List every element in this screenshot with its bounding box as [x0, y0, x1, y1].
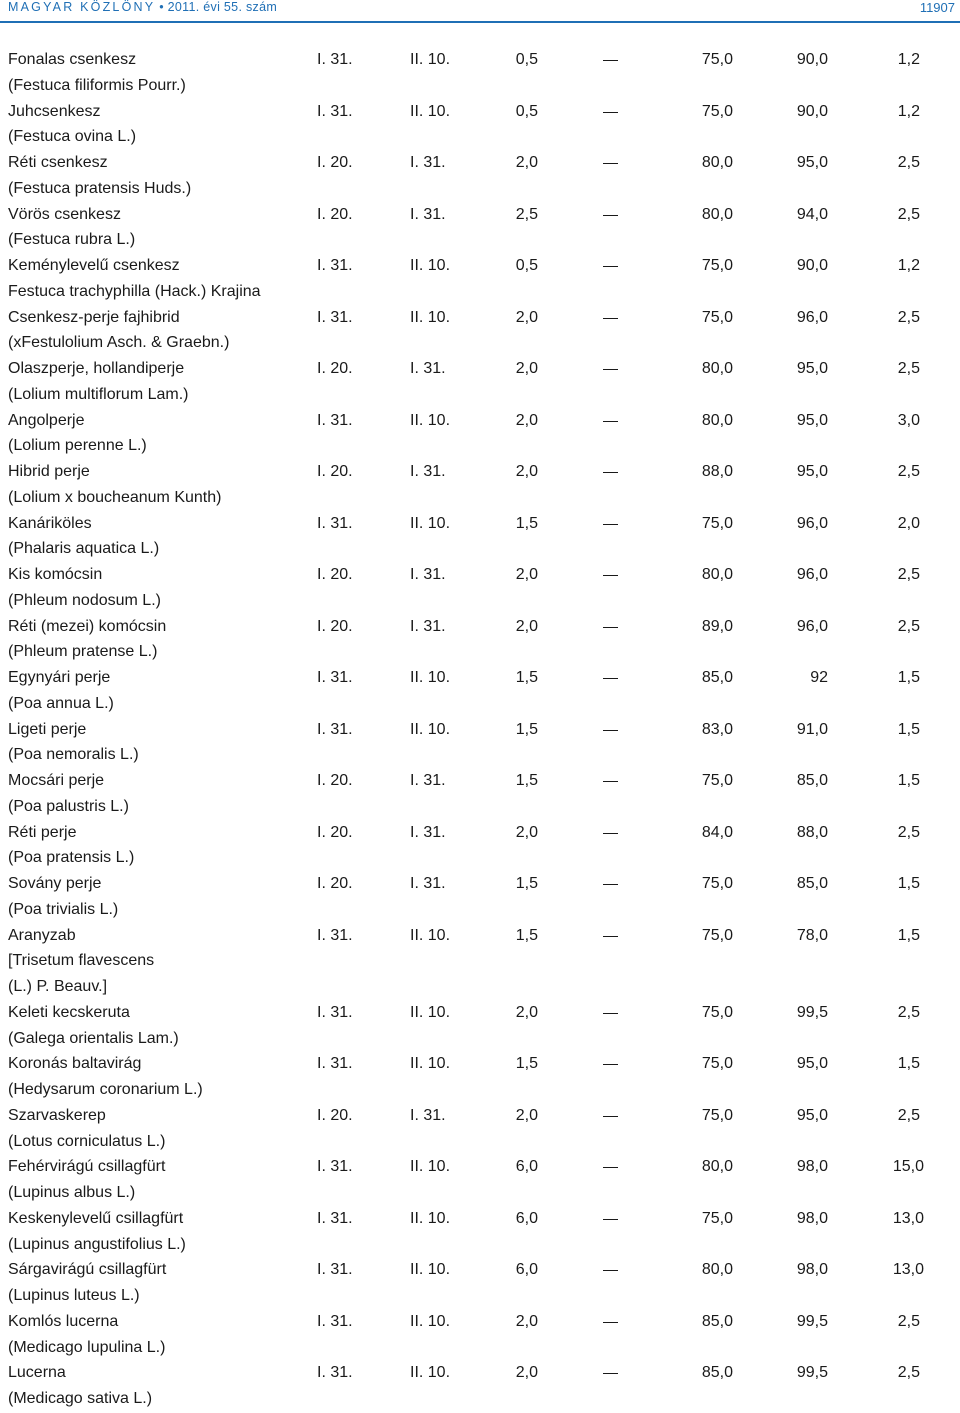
period-start: I. 20. — [317, 875, 353, 892]
value-5: 13,0 — [892, 1261, 924, 1279]
latin-name: (Poa pratensis L.) — [8, 849, 135, 867]
value-3: 89,0 — [701, 617, 733, 635]
latin-name: (Poa trivialis L.) — [8, 900, 119, 918]
species-name: Egynyári perje — [8, 669, 111, 686]
value-3: 75,0 — [701, 875, 733, 892]
period-end: II. 10. — [410, 1312, 451, 1330]
table-row — [0, 665, 960, 691]
value-4: 99,5 — [796, 1312, 828, 1330]
value-3: 80,0 — [701, 1261, 733, 1279]
latin-name-line — [0, 1026, 960, 1052]
period-end: I. 31. — [410, 205, 446, 223]
value-5: 2,5 — [897, 823, 920, 841]
table-row — [0, 99, 960, 125]
value-1: 6,0 — [515, 1158, 538, 1176]
value-4: 88,0 — [796, 823, 828, 841]
dash-empty-value — [603, 1219, 618, 1220]
period-end: II. 10. — [410, 1158, 451, 1176]
latin-name: (Festuca pratensis Huds.) — [8, 179, 192, 197]
value-3: 80,0 — [701, 360, 733, 377]
value-3: 85,0 — [701, 669, 733, 686]
dash-empty-value — [603, 627, 618, 628]
value-4: 95,0 — [796, 1055, 828, 1073]
table-row — [0, 408, 960, 434]
dash-empty-value — [603, 936, 618, 937]
latin-name: (Phleum pratense L.) — [8, 643, 158, 661]
table-row — [0, 202, 960, 228]
value-5: 13,0 — [892, 1209, 924, 1227]
latin-name: (Lupinus luteus L.) — [8, 1287, 140, 1304]
value-5: 1,5 — [897, 669, 920, 686]
value-5: 2,5 — [897, 617, 920, 635]
table-row — [0, 1257, 960, 1283]
value-1: 2,0 — [515, 411, 538, 429]
dash-empty-value — [603, 112, 618, 113]
species-name: Réti (mezei) komócsin — [8, 617, 167, 635]
latin-name-line — [0, 742, 960, 768]
latin-name: (Medicago sativa L.) — [8, 1390, 153, 1407]
table-row — [0, 150, 960, 176]
period-start: I. 20. — [317, 205, 353, 223]
value-5: 2,0 — [897, 514, 920, 532]
value-3: 75,0 — [701, 1003, 733, 1021]
dash-empty-value — [603, 1116, 618, 1117]
species-name: Koronás baltavirág — [8, 1055, 142, 1073]
value-3: 80,0 — [701, 154, 733, 171]
latin-name: (Lotus corniculatus L.) — [8, 1132, 166, 1150]
value-4: 85,0 — [796, 875, 828, 892]
period-end: I. 31. — [410, 823, 446, 841]
value-5: 2,5 — [897, 205, 920, 223]
latin-name-line — [0, 691, 960, 717]
dash-empty-value — [603, 266, 618, 267]
dash-empty-value — [603, 472, 618, 473]
latin-name-line — [0, 485, 960, 511]
value-5: 2,5 — [897, 360, 920, 377]
value-1: 1,5 — [515, 514, 538, 532]
value-3: 75,0 — [701, 308, 733, 326]
period-start: I. 31. — [317, 669, 353, 686]
period-start: I. 31. — [317, 51, 353, 68]
table-row — [0, 47, 960, 73]
latin-name-line — [0, 974, 960, 1000]
table-row — [0, 871, 960, 897]
latin-name: (Lupinus albus L.) — [8, 1184, 136, 1201]
table-row — [0, 511, 960, 537]
value-1: 2,0 — [515, 308, 538, 326]
period-end: II. 10. — [410, 257, 451, 274]
period-start: I. 20. — [317, 463, 353, 480]
period-end: I. 31. — [410, 772, 446, 789]
value-3: 84,0 — [701, 823, 733, 841]
dash-empty-value — [603, 318, 618, 319]
dash-empty-value — [603, 1064, 618, 1065]
table-row — [0, 820, 960, 846]
value-1: 2,0 — [515, 360, 538, 377]
table-row — [0, 1154, 960, 1180]
dash-empty-value — [603, 163, 618, 164]
period-end: II. 10. — [410, 1209, 451, 1227]
period-start: I. 20. — [317, 154, 353, 171]
value-5: 3,0 — [897, 411, 920, 429]
value-4: 95,0 — [796, 411, 828, 429]
value-3: 75,0 — [701, 772, 733, 789]
species-name: Csenkesz-perje fajhibrid — [8, 308, 180, 326]
dash-empty-value — [603, 421, 618, 422]
period-end: I. 31. — [410, 1106, 446, 1124]
latin-name-line — [0, 1077, 960, 1103]
value-4: 96,0 — [796, 514, 828, 532]
value-1: 1,5 — [515, 926, 538, 944]
latin-name: (Poa palustris L.) — [8, 797, 129, 815]
latin-name-line — [0, 124, 960, 150]
period-end: II. 10. — [410, 1055, 451, 1073]
dash-empty-value — [603, 60, 618, 61]
latin-name: (Medicago lupulina L.) — [8, 1338, 166, 1356]
value-4: 95,0 — [796, 360, 828, 377]
species-name: Fehérvirágú csillagfürt — [8, 1158, 166, 1176]
value-4: 90,0 — [796, 257, 828, 274]
value-3: 85,0 — [701, 1312, 733, 1330]
table-row — [0, 1360, 960, 1386]
value-3: 75,0 — [701, 257, 733, 274]
species-name: Keleti kecskeruta — [8, 1003, 130, 1021]
latin-name-line — [0, 794, 960, 820]
value-1: 1,5 — [515, 1055, 538, 1073]
value-4: 96,0 — [796, 566, 828, 583]
period-start: I. 31. — [317, 926, 353, 944]
value-4: 99,5 — [796, 1364, 828, 1382]
dash-empty-value — [603, 1322, 618, 1323]
value-4: 96,0 — [796, 617, 828, 635]
value-1: 2,0 — [515, 566, 538, 583]
value-3: 83,0 — [701, 720, 733, 738]
dash-empty-value — [603, 1270, 618, 1271]
value-5: 15,0 — [892, 1158, 924, 1176]
latin-name: (Phleum nodosum L.) — [8, 591, 161, 609]
latin-name-line — [0, 279, 960, 305]
value-5: 1,5 — [897, 720, 920, 738]
period-start: I. 31. — [317, 1055, 353, 1073]
latin-name-line — [0, 330, 960, 356]
header-rule — [0, 21, 960, 23]
value-5: 2,5 — [897, 308, 920, 326]
species-name: Ligeti perje — [8, 720, 87, 738]
value-5: 2,5 — [897, 1364, 920, 1382]
table-row — [0, 923, 960, 949]
latin-name-line — [0, 588, 960, 614]
value-1: 0,5 — [515, 257, 538, 274]
period-start: I. 31. — [317, 1003, 353, 1021]
period-end: II. 10. — [410, 1364, 451, 1382]
value-4: 91,0 — [796, 720, 828, 738]
value-3: 75,0 — [701, 514, 733, 532]
period-start: I. 31. — [317, 1312, 353, 1330]
period-start: I. 20. — [317, 617, 353, 635]
value-1: 0,5 — [515, 102, 538, 120]
table-row — [0, 305, 960, 331]
table-row — [0, 1206, 960, 1232]
value-5: 1,5 — [897, 926, 920, 944]
period-start: I. 31. — [317, 308, 353, 326]
species-name: Réti csenkesz — [8, 154, 108, 171]
value-5: 2,5 — [897, 154, 920, 171]
value-3: 88,0 — [701, 463, 733, 480]
value-1: 2,0 — [515, 463, 538, 480]
dash-empty-value — [603, 1167, 618, 1168]
latin-name-line — [0, 433, 960, 459]
value-5: 2,5 — [897, 1106, 920, 1124]
species-name: Hibrid perje — [8, 463, 90, 480]
period-start: I. 31. — [317, 720, 353, 738]
period-start: I. 31. — [317, 102, 353, 120]
table-row — [0, 253, 960, 279]
period-start: I. 20. — [317, 823, 353, 841]
value-4: 94,0 — [796, 205, 828, 223]
latin-name: (Poa nemoralis L.) — [8, 746, 139, 764]
value-3: 75,0 — [701, 926, 733, 944]
value-4: 99,5 — [796, 1003, 828, 1021]
species-name: Aranyzab — [8, 926, 76, 944]
value-1: 2,0 — [515, 1364, 538, 1382]
table-row — [0, 1103, 960, 1129]
latin-name: (Lolium perenne L.) — [8, 437, 147, 455]
period-start: I. 31. — [317, 411, 353, 429]
table-row — [0, 459, 960, 485]
bullet-separator: • — [159, 0, 164, 14]
period-end: I. 31. — [410, 154, 446, 171]
value-1: 6,0 — [515, 1209, 538, 1227]
latin-name-line — [0, 1129, 960, 1155]
value-5: 1,5 — [897, 772, 920, 789]
period-end: II. 10. — [410, 51, 451, 68]
period-end: I. 31. — [410, 463, 446, 480]
value-3: 75,0 — [701, 102, 733, 120]
species-name: Lucerna — [8, 1364, 66, 1382]
period-end: I. 31. — [410, 617, 446, 635]
running-title — [8, 0, 277, 14]
species-name: Komlós lucerna — [8, 1312, 119, 1330]
table-row — [0, 1309, 960, 1335]
period-end: II. 10. — [410, 926, 451, 944]
value-3: 75,0 — [701, 1209, 733, 1227]
species-name: Kanáriköles — [8, 514, 92, 532]
dash-empty-value — [603, 678, 618, 679]
period-end: I. 31. — [410, 566, 446, 583]
latin-name-line — [0, 1335, 960, 1361]
species-name: Réti perje — [8, 823, 77, 841]
latin-name-line — [0, 1180, 960, 1206]
latin-name: (xFestulolium Asch. & Graebn.) — [8, 334, 230, 352]
dash-empty-value — [603, 781, 618, 782]
value-3: 80,0 — [701, 1158, 733, 1176]
value-1: 2,0 — [515, 154, 538, 171]
latin-name: (Festuca rubra L.) — [8, 231, 136, 249]
period-end: II. 10. — [410, 308, 451, 326]
value-5: 1,2 — [897, 257, 920, 274]
dash-empty-value — [603, 884, 618, 885]
latin-name: (Phalaris aquatica L.) — [8, 540, 160, 558]
species-name: Juhcsenkesz — [8, 102, 101, 120]
latin-name-line — [0, 1386, 960, 1412]
value-3: 80,0 — [701, 566, 733, 583]
period-start: I. 20. — [317, 772, 353, 789]
species-name: Angolperje — [8, 411, 85, 429]
latin-name-line — [0, 73, 960, 99]
value-4: 95,0 — [796, 154, 828, 171]
latin-name-line — [0, 176, 960, 202]
value-3: 80,0 — [701, 411, 733, 429]
value-1: 2,0 — [515, 1003, 538, 1021]
value-1: 1,5 — [515, 720, 538, 738]
page-header — [0, 0, 960, 22]
value-3: 80,0 — [701, 205, 733, 223]
latin-name-line — [0, 639, 960, 665]
latin-name-line — [0, 227, 960, 253]
period-end: II. 10. — [410, 411, 451, 429]
species-name: Keménylevelű csenkesz — [8, 257, 180, 274]
period-end: I. 31. — [410, 360, 446, 377]
species-name: Keskenylevelű csillagfürt — [8, 1209, 184, 1227]
dash-empty-value — [603, 1373, 618, 1374]
dash-empty-value — [603, 575, 618, 576]
period-start: I. 20. — [317, 1106, 353, 1124]
table-row — [0, 768, 960, 794]
value-3: 75,0 — [701, 1055, 733, 1073]
species-name: Kis komócsin — [8, 566, 103, 583]
value-5: 1,5 — [897, 1055, 920, 1073]
value-1: 1,5 — [515, 772, 538, 789]
value-4: 98,0 — [796, 1158, 828, 1176]
dash-empty-value — [603, 833, 618, 834]
table-row — [0, 356, 960, 382]
value-1: 1,5 — [515, 669, 538, 686]
value-4: 95,0 — [796, 463, 828, 480]
species-name: Sovány perje — [8, 875, 102, 892]
value-4: 85,0 — [796, 772, 828, 789]
period-end: II. 10. — [410, 1261, 451, 1279]
table-row — [0, 1051, 960, 1077]
period-start: I. 31. — [317, 257, 353, 274]
value-5: 2,5 — [897, 1312, 920, 1330]
issue-label: 2011. évi 55. szám — [167, 0, 278, 14]
latin-name: Festuca trachyphilla (Hack.) Krajina — [8, 282, 261, 300]
period-start: I. 20. — [317, 360, 353, 377]
period-start: I. 31. — [317, 514, 353, 532]
value-4: 90,0 — [796, 51, 828, 68]
period-start: I. 31. — [317, 1209, 353, 1227]
period-end: II. 10. — [410, 102, 451, 120]
value-5: 1,2 — [897, 102, 920, 120]
period-start: I. 31. — [317, 1364, 353, 1382]
value-4: 90,0 — [796, 102, 828, 120]
latin-name: (Hedysarum coronarium L.) — [8, 1081, 203, 1098]
value-5: 1,2 — [897, 51, 920, 68]
latin-name-line — [0, 382, 960, 408]
latin-name: (Festuca ovina L.) — [8, 128, 137, 146]
latin-name-line — [0, 948, 960, 974]
species-name: Szarvaskerep — [8, 1106, 106, 1124]
dash-empty-value — [603, 369, 618, 370]
value-5: 1,5 — [897, 875, 920, 892]
latin-name: (Poa annua L.) — [8, 694, 114, 712]
value-1: 1,5 — [515, 875, 538, 892]
table-row — [0, 562, 960, 588]
latin-name: (Festuca filiformis Pourr.) — [8, 76, 186, 94]
latin-name: (Lupinus angustifolius L.) — [8, 1235, 186, 1253]
value-4: 95,0 — [796, 1106, 828, 1124]
table-row — [0, 1000, 960, 1026]
latin-name-line — [0, 536, 960, 562]
period-start: I. 31. — [317, 1158, 353, 1176]
table-row — [0, 717, 960, 743]
value-5: 2,5 — [897, 1003, 920, 1021]
value-4: 78,0 — [796, 926, 828, 944]
value-5: 2,5 — [897, 463, 920, 480]
value-3: 75,0 — [701, 1106, 733, 1124]
dash-empty-value — [603, 215, 618, 216]
value-1: 2,0 — [515, 823, 538, 841]
table-row — [0, 614, 960, 640]
dash-empty-value — [603, 1013, 618, 1014]
latin-name-line — [0, 897, 960, 923]
period-start: I. 31. — [317, 1261, 353, 1279]
value-3: 75,0 — [701, 51, 733, 68]
latin-name-line — [0, 1232, 960, 1258]
latin-name: (Lolium multiflorum Lam.) — [8, 385, 189, 403]
species-name: Olaszperje, hollandiperje — [8, 360, 185, 377]
period-end: II. 10. — [410, 514, 451, 532]
period-end: II. 10. — [410, 669, 451, 686]
page-number: 11907 — [919, 0, 955, 15]
latin-name-line — [0, 845, 960, 871]
dash-empty-value — [603, 730, 618, 731]
latin-name: (Lolium x boucheanum Kunth) — [8, 488, 222, 506]
period-end: II. 10. — [410, 720, 451, 738]
value-1: 6,0 — [515, 1261, 538, 1279]
species-name: Mocsári perje — [8, 772, 105, 789]
species-name: Sárgavirágú csillagfürt — [8, 1261, 167, 1279]
period-end: II. 10. — [410, 1003, 451, 1021]
value-3: 85,0 — [701, 1364, 733, 1382]
value-1: 2,0 — [515, 617, 538, 635]
value-4: 96,0 — [796, 308, 828, 326]
latin-name: [Trisetum flavescens — [8, 952, 155, 970]
latin-name: (L.) P. Beauv.] — [8, 978, 108, 995]
value-1: 2,5 — [515, 205, 538, 223]
species-name: Vörös csenkesz — [8, 205, 121, 223]
value-1: 2,0 — [515, 1106, 538, 1124]
value-4: 92 — [810, 669, 828, 686]
species-name: Fonalas csenkesz — [8, 51, 137, 68]
value-5: 2,5 — [897, 566, 920, 583]
publication-name: MAGYAR KÖZLÖNY — [8, 0, 156, 14]
latin-name-line — [0, 1283, 960, 1309]
period-end: I. 31. — [410, 875, 446, 892]
value-1: 0,5 — [515, 51, 538, 68]
period-start: I. 20. — [317, 566, 353, 583]
dash-empty-value — [603, 524, 618, 525]
value-1: 2,0 — [515, 1312, 538, 1330]
latin-name: (Galega orientalis Lam.) — [8, 1029, 179, 1047]
value-4: 98,0 — [796, 1261, 828, 1279]
value-4: 98,0 — [796, 1209, 828, 1227]
